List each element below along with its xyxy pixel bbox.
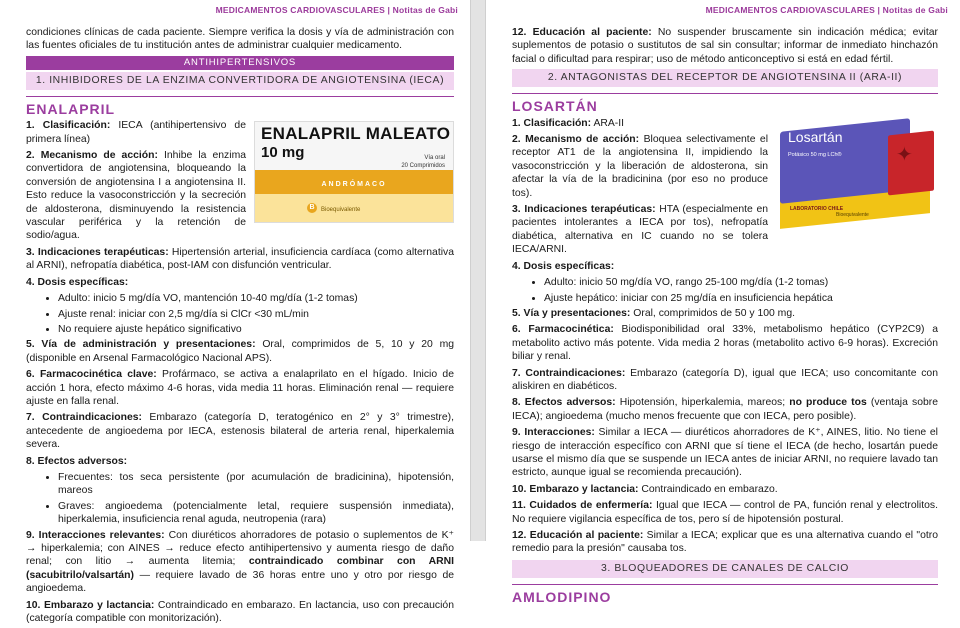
paragraph-2: 2. Mecanismo de acción: Bloquea selectivamente el receptor AT1 de la angiotensina II, impidiendo la vasoconstricción y la liberación de aldosterona, sin afectar la vía de la bradicinina (por eso no produce tos). (512, 134, 769, 199)
paragraph-11: 11. Cuidados de enfermería: Igual que IECA — control de PA, función renal y electrolitos. No requiere vigilancia específica de tos, pero sí de hipotensión postural. (512, 500, 938, 525)
paragraph-8: 8. Efectos adversos: (26, 455, 128, 467)
page-left (0, 0, 470, 625)
divider (26, 96, 454, 97)
image-route: Vía oral (424, 155, 445, 162)
image-name: Losartán (788, 128, 843, 145)
drug-heading-3: AMLODIPINO (512, 588, 612, 605)
subsection-band: 2. ANTAGONISTAS DEL RECEPTOR DE ANGIOTENSINA II (ARA-II) (512, 69, 938, 87)
paragraph-12b: 12. Educación al paciente: Similar a IECA; explicar que es una alternativa cuando el "otro remedio para la presión" causaba tos. (512, 530, 938, 555)
image-count: 20 Comprimidos (401, 163, 445, 170)
image-sub: Potásico 50 mg LCh® (788, 151, 842, 158)
running-head: MEDICAMENTOS CARDIOVASCULARES | Notitas de Gabi (705, 5, 948, 15)
list-item: • Ajuste hepático: iniciar con 25 mg/día en insuficiencia hepática (544, 292, 938, 305)
image-brand: ANDRÓMACO (321, 181, 387, 189)
dragon-icon: ✦ (896, 143, 913, 166)
paragraph-10: 10. Embarazo y lactancia: Contraindicado en embarazo. (512, 483, 778, 495)
paragraph-8: 8. Efectos adversos: Hipotensión, hiperkalemia, mareos; no produce tos (ventaja sobre IECA); angioedema (mucho menos frecuente que con IECA, pero posible). (512, 397, 938, 422)
intro-paragraph: condiciones clínicas de cada paciente. Siempre verifica la dosis y vía de administración con las fuentes oficiales de tu institución antes de administrar cualquier medicamento. (26, 27, 454, 52)
dosis-list (512, 276, 938, 305)
paragraph-1: 1. Clasificación: ARA-II (512, 117, 625, 129)
divider (512, 93, 938, 94)
paragraph-7: 7. Contraindicaciones: Embarazo (categoría D, teratogénico en 2° y 3° trimestre), antecedente de angioedema por IECA, estenosis bilateral de arteria renal, hiperkalemia severa. (26, 412, 454, 451)
paragraph-7: 7. Contraindicaciones: Embarazo (categoría D), igual que IECA; uso concomitante con aliskiren en diabéticos. (512, 367, 938, 392)
paragraph-6: 6. Farmacocinética: Biodisponibilidad oral 33%, metabolismo hepático (CYP2C9) a metabolito activo más potente. Vida media 2 horas (metabolito activo 6-9 horas). Excreción biliar y renal. (512, 324, 938, 363)
drug-heading: LOSARTÁN (512, 98, 598, 115)
list-item: • Adulto: inicio 5 mg/día VO, mantención 10-40 mg/día (1-2 tomas) (58, 292, 454, 305)
paragraph-4: 4. Dosis específicas: (512, 260, 615, 272)
losartan-box-image (776, 119, 938, 227)
paragraph-3: 3. Indicaciones terapéuticas: Hipertensión arterial, insuficiencia cardíaca (como alternativa al ARNI), nefropatía diabética, post-IAM con disfunción ventricular. (26, 246, 454, 272)
adverse-list (26, 471, 454, 527)
enalapril-box-image (254, 121, 454, 223)
running-head: MEDICAMENTOS CARDIOVASCULARES | Notitas de Gabi (215, 5, 458, 15)
paragraph-2: 2. Mecanismo de acción: Inhibe la enzima convertidora de angiotensina, bloqueando la conversión de angiotensina I a angiotensina II. Esto reduce la vasoconstricción y la secreción de aldosterona, disminuyendo la resistencia vascular periférica y la retención de sodio/agua. (26, 150, 246, 242)
page-gutter (470, 0, 486, 541)
page-left-body (26, 26, 454, 628)
section-band: ANTIHIPERTENSIVOS (26, 56, 454, 70)
image-title: ENALAPRIL MALEATO (261, 124, 451, 144)
page-right (486, 0, 960, 605)
list-item: • Frecuentes: tos seca persistente (por acumulación de bradicinina), hipotensión, mareos (58, 471, 454, 498)
drug-heading: ENALAPRIL (26, 100, 116, 117)
page-right-body (512, 26, 938, 607)
paragraph-9: 9. Interacciones relevantes: Con diuréticos ahorradores de potasio o suplementos de K⁺ → hiperkalemia; con AINES → reduce efecto antihipertensivo y aumenta riesgo de daño renal; con litio → aumenta litemia; contraindicado combinar con ARNI (sacubitrilo/valsartán) — requiere lavado de 36 horas entre uno y otro por riesgo de angioedema. (26, 529, 454, 595)
image-lab: LABORATORIO CHILE (790, 205, 844, 212)
subsection-band: 1. INHIBIDORES DE LA ENZIMA CONVERTIDORA DE ANGIOTENSINA (IECA) (26, 72, 454, 90)
subsection-band-3: 3. BLOQUEADORES DE CANALES DE CALCIO (512, 560, 938, 578)
list-item: • No requiere ajuste hepático significativo (58, 323, 454, 336)
list-item: • Adulto: inicio 50 mg/día VO, rango 25-100 mg/día (1-2 tomas) (544, 276, 938, 289)
paragraph-10: 10. Embarazo y lactancia: Contraindicado en embarazo. En lactancia, uso con precaución (categoría compatible con monitorización). (26, 599, 454, 625)
image-bioeq: Bioequivalente (321, 207, 361, 214)
paragraph-9: 9. Interacciones: Similar a IECA — diuréticos ahorradores de K⁺, AINES, litio. No tiene el riesgo de interacción específico con ARNI que sí tiene el IECA (de hecho, losartán puede usarse el mismo día que se suspende un IECA antes de iniciar ARNI, no requiere lavado tan estricto, aunque igual se recomienda precaución). (512, 427, 938, 479)
paragraph-6: 6. Farmacocinética clave: Profármaco, se activa a enalaprilato en el hígado. Inicio de acción 1 hora, efecto máximo 4-6 horas, vida media 11 horas. Eliminación renal — requiere ajuste en falla renal. (26, 369, 454, 407)
paragraph-5: 5. Vía y presentaciones: Oral, comprimidos de 50 y 100 mg. (512, 307, 795, 319)
list-item: • Graves: angioedema (potencialmente letal, requiere suspensión inmediata), hiperkalemia, insuficiencia renal aguda, neutropenia (rara) (58, 500, 454, 527)
bioequivalent-logo-icon: B (307, 203, 317, 213)
paragraph-4: 4. Dosis específicas: (26, 276, 129, 288)
list-item: • Ajuste renal: iniciar con 2,5 mg/día si ClCr <30 mL/min (58, 308, 454, 321)
paragraph-12a: 12. Educación al paciente: No suspender bruscamente sin indicación médica; evitar suplementos de potasio o sustitutos de sal sin consultar; informar de inmediato hinchazón facial o dificultad para respirar; uso de método anticonceptivo si está en edad fértil. (512, 27, 938, 65)
dosis-list (26, 292, 454, 336)
image-bioeq: Bioequivalente (836, 211, 869, 218)
paragraph-1: 1. Clasificación: IECA (antihipertensivo de primera línea) (26, 120, 246, 145)
paragraph-3: 3. Indicaciones terapéuticas: HTA (especialmente en pacientes intolerantes a IECA por tos), nefropatía diabética, alternativa en IC cuando no se tolera IECA/ARNI. (512, 204, 768, 256)
divider (512, 584, 938, 585)
paragraph-5: 5. Vía de administración y presentaciones: Oral, comprimidos de 5, 10 y 20 mg (disponible en Arsenal Farmacológico Nacional APS). (26, 339, 454, 364)
image-dose: 10 mg (261, 144, 305, 162)
